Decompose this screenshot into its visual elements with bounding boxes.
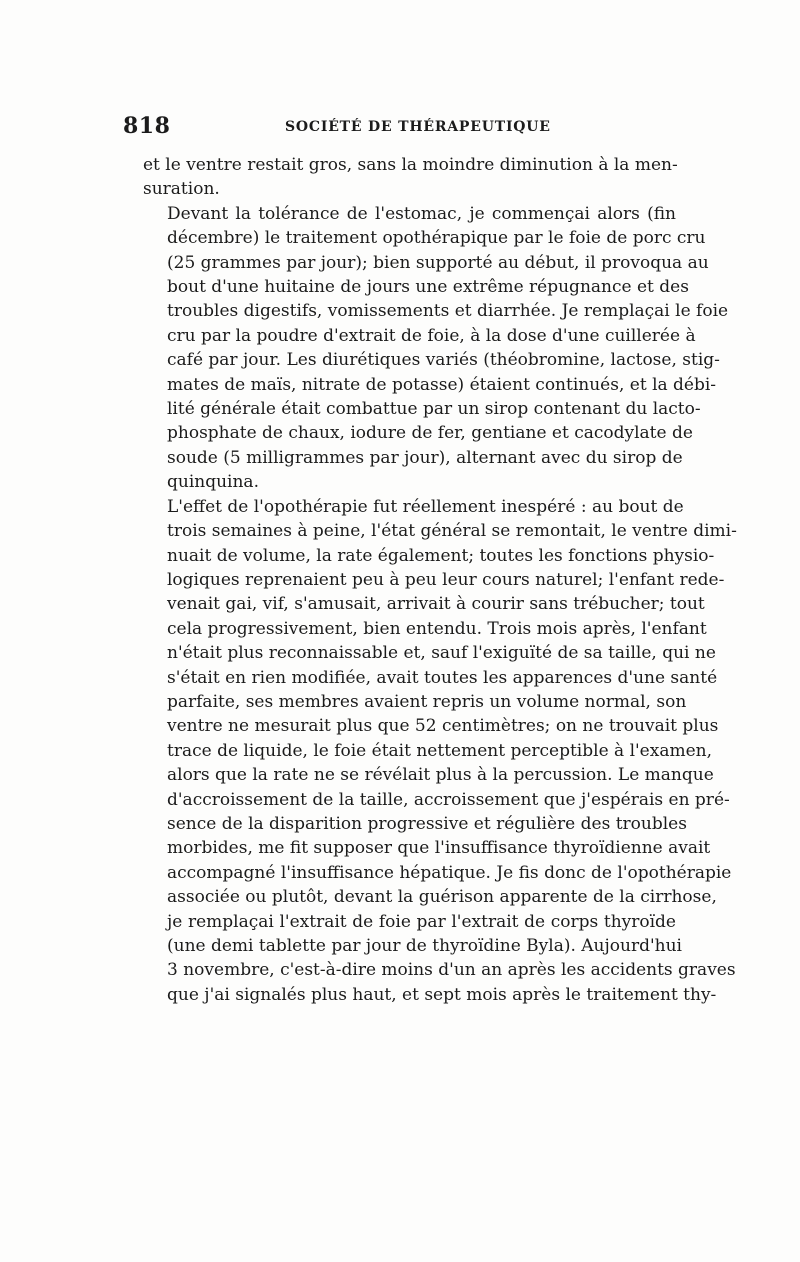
- text-line: et le ventre restait gros, sans la moindre diminution à la men-: [143, 155, 678, 175]
- text-line: n'était plus reconnaissable et, sauf l'exiguïté de sa taille, qui ne: [167, 643, 716, 664]
- text-line: logiques reprenaient peu à peu leur cours naturel; l'enfant rede-: [167, 569, 725, 590]
- text-line: soude (5 milligrammes par jour), alternant avec du sirop de: [167, 447, 683, 468]
- text-line: associée ou plutôt, devant la guérison apparente de la cirrhose,: [167, 887, 717, 908]
- text-line: (25 grammes par jour); bien supporté au début, il provoqua au: [167, 252, 709, 273]
- paragraph: [143, 153, 676, 202]
- text-line: café par jour. Les diurétiques variés (théobromine, lactose, stig-: [167, 350, 720, 371]
- text-line: cru par la poudre d'extrait de foie, à la dose d'une cuillerée à: [167, 325, 696, 346]
- body-text: [143, 153, 737, 1007]
- text-line: décembre) le traitement opothérapique par le foie de porc cru: [167, 228, 706, 249]
- text-line: morbides, me fit supposer que l'insuffisance thyroïdienne avait: [167, 838, 711, 859]
- text-line: cela progressivement, bien entendu. Trois mois après, l'enfant: [167, 618, 707, 639]
- text-line: 3 novembre, c'est-à-dire moins d'un an après les accidents graves: [167, 960, 736, 981]
- text-line: lité générale était combattue par un sirop contenant du lacto-: [167, 399, 701, 420]
- text-line: nuait de volume, la rate également; toutes les fonctions physio-: [167, 545, 715, 566]
- text-line: je remplaçai l'extrait de foie par l'extrait de corps thyroïde: [167, 911, 676, 932]
- running-title: SOCIÉTÉ DE THÉRAPEUTIQUE: [285, 119, 551, 135]
- text-line: L'effet de l'opothérapie fut réellement inespéré : au bout de: [167, 496, 684, 517]
- text-line: venait gai, vif, s'amusait, arrivait à courir sans trébucher; tout: [167, 594, 705, 615]
- text-line: trace de liquide, le foie était nettement perceptible à l'examen,: [167, 740, 712, 761]
- text-line: trois semaines à peine, l'état général se remontait, le ventre dimi-: [167, 521, 737, 542]
- text-line: (une demi tablette par jour de thyroïdine Byla). Aujourd'hui: [167, 936, 682, 956]
- text-line: accompagné l'insuffisance hépatique. Je fis donc de l'opothérapie: [167, 862, 732, 883]
- text-line: mates de maïs, nitrate de potasse) étaient continués, et la débi-: [167, 374, 717, 395]
- paragraph: [143, 495, 737, 1008]
- paragraph: [143, 202, 729, 495]
- text-line: que j'ai signalés plus haut, et sept mois après le traitement thy-: [167, 984, 717, 1005]
- text-line: d'accroissement de la taille, accroissement que j'espérais en pré-: [167, 789, 730, 810]
- text-line: troubles digestifs, vomissements et diarrhée. Je remplaçai le foie: [167, 301, 729, 322]
- text-line: ventre ne mesurait plus que 52 centimètres; on ne trouvait plus: [167, 716, 719, 737]
- text-line: Devant la tolérance de l'estomac, je commençai alors (fin: [167, 203, 676, 224]
- page-number: 818: [123, 113, 171, 139]
- text-line: suration.: [143, 179, 220, 200]
- text-line: alors que la rate ne se révélait plus à la percussion. Le manque: [167, 765, 714, 786]
- text-line: quinquina.: [167, 472, 259, 493]
- text-line: parfaite, ses membres avaient repris un volume normal, son: [167, 691, 687, 712]
- page-header: [123, 113, 679, 143]
- text-line: phosphate de chaux, iodure de fer, gentiane et cacodylate de: [167, 423, 693, 444]
- text-line: s'était en rien modifiée, avait toutes les apparences d'une santé: [167, 667, 718, 688]
- text-line: bout d'une huitaine de jours une extrême répugnance et des: [167, 277, 689, 298]
- text-line: sence de la disparition progressive et régulière des troubles: [167, 813, 687, 834]
